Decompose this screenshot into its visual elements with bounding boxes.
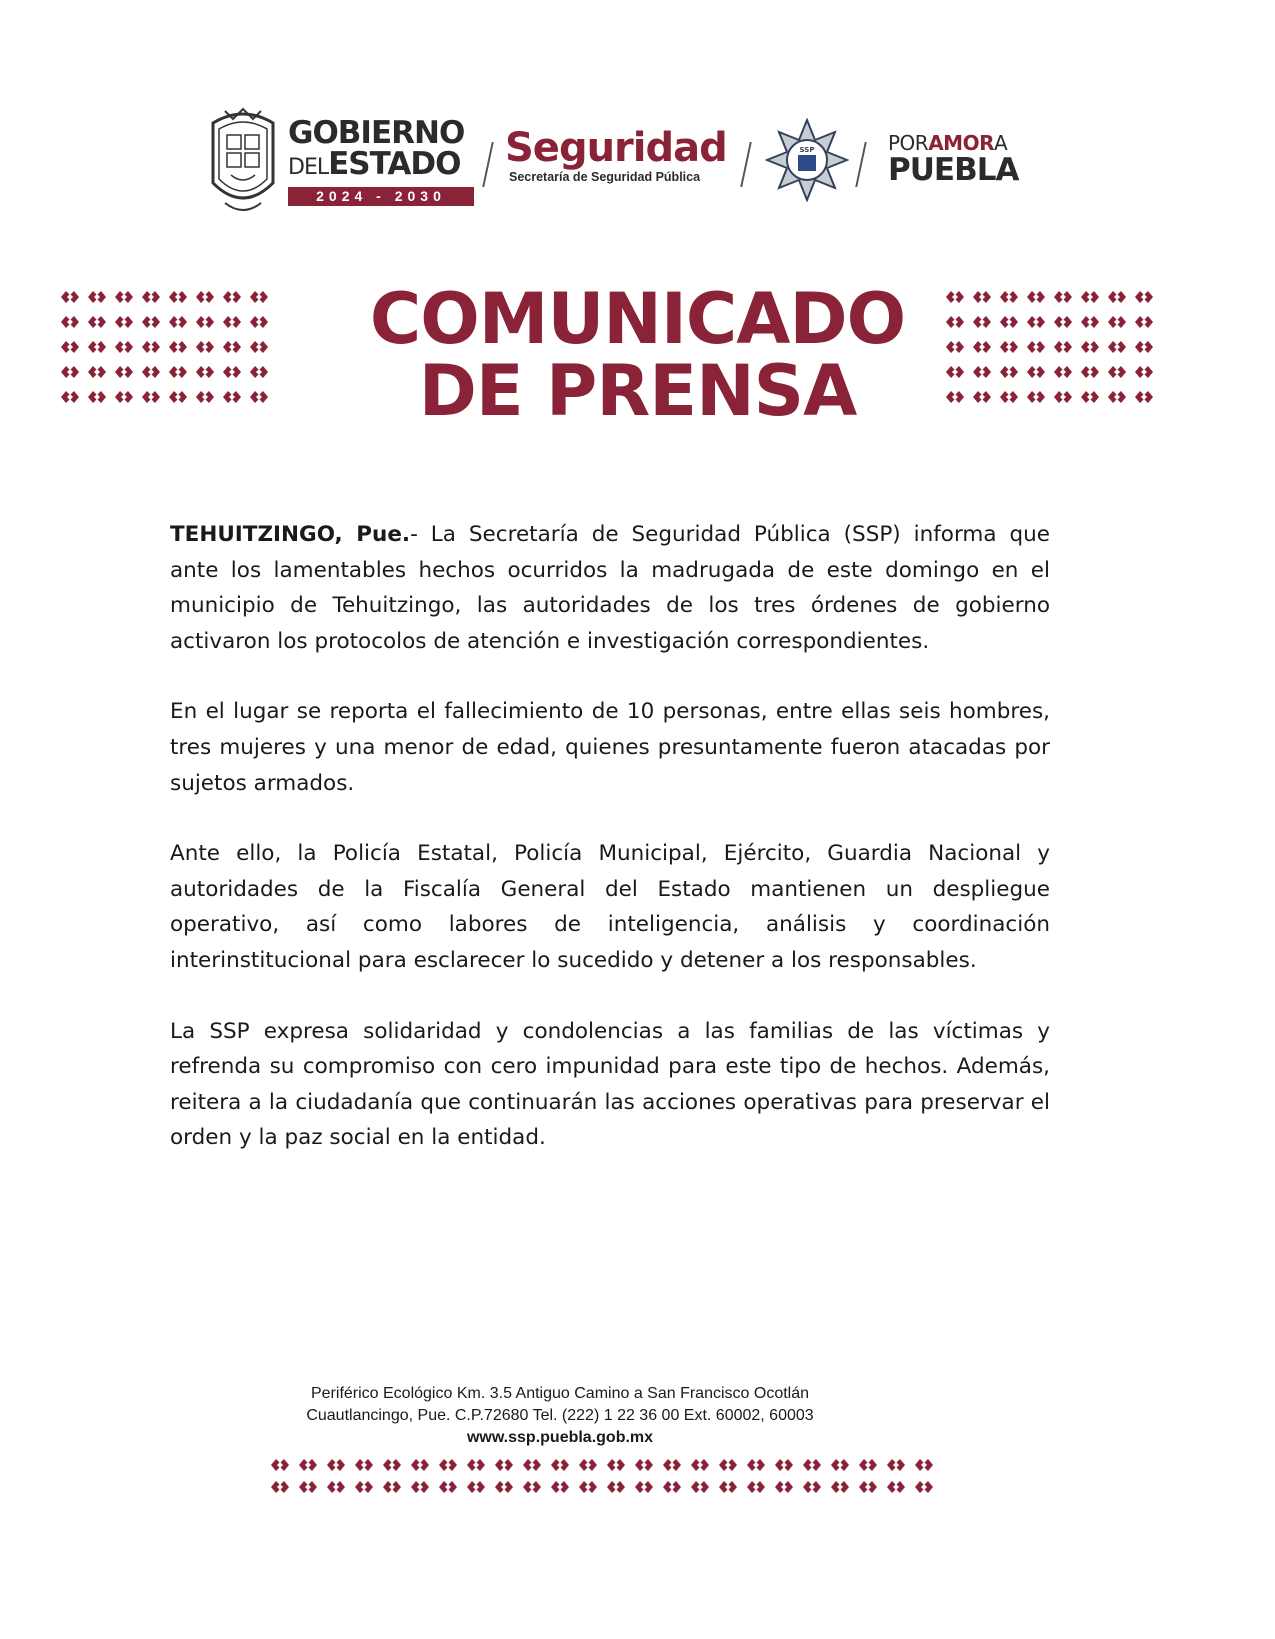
pattern-motif-icon <box>249 315 269 329</box>
footer <box>260 1383 860 1449</box>
pattern-motif-icon <box>1080 315 1100 329</box>
footer-website-link[interactable]: www.ssp.puebla.gob.mx <box>466 1429 654 1446</box>
pattern-motif-icon <box>249 340 269 354</box>
state-coat-of-arms-icon <box>205 105 281 217</box>
pattern-motif-icon <box>1026 290 1046 304</box>
pattern-motif-icon <box>1026 315 1046 329</box>
pattern-motif-icon <box>168 365 188 379</box>
pattern-motif-icon <box>60 290 80 304</box>
pattern-motif-icon <box>746 1458 766 1472</box>
pattern-motif-icon <box>606 1458 626 1472</box>
pattern-motif-icon <box>222 390 242 404</box>
pattern-motif-icon <box>168 340 188 354</box>
pattern-motif-icon <box>195 290 215 304</box>
pattern-motif-icon <box>999 340 1019 354</box>
pattern-motif-icon <box>999 290 1019 304</box>
pattern-motif-icon <box>1134 390 1154 404</box>
pattern-motif-icon <box>972 340 992 354</box>
pattern-motif-icon <box>438 1458 458 1472</box>
amor-text: AMOR <box>928 131 994 155</box>
pattern-motif-icon <box>886 1458 906 1472</box>
pattern-motif-icon <box>1107 340 1127 354</box>
pattern-motif-icon <box>1107 290 1127 304</box>
ssp-star-badge-icon <box>765 118 849 202</box>
pattern-motif-icon <box>114 290 134 304</box>
gobierno-text: GOBIERNO <box>288 115 465 151</box>
pattern-motif-icon <box>195 340 215 354</box>
footer-address-line-1: Periférico Ecológico Km. 3.5 Antiguo Camino a San Francisco Ocotlán <box>310 1385 810 1402</box>
por-text: POR <box>888 131 929 155</box>
pattern-motif-icon <box>1080 390 1100 404</box>
gobierno-del-estado-logo <box>288 115 478 206</box>
seguridad-logo <box>505 126 745 184</box>
pattern-motif-icon <box>87 315 107 329</box>
pattern-motif-icon <box>522 1458 542 1472</box>
paragraph-1-text: - La Secretaría de Seguridad Pública (SSP) informa que ante los lamentables hechos ocurridos la madrugada de este domingo en el municipio de Tehuitzingo, las autoridades de los tres órdenes de gobierno activaron los protocolos de atención e investigación correspondientes. <box>170 522 1050 654</box>
pattern-motif-icon <box>1026 365 1046 379</box>
pattern-motif-icon <box>60 390 80 404</box>
pattern-motif-icon <box>354 1480 374 1494</box>
logo-separator <box>855 142 867 187</box>
pattern-motif-icon <box>438 1480 458 1494</box>
pattern-motif-icon <box>249 390 269 404</box>
pattern-motif-icon <box>60 365 80 379</box>
pattern-motif-icon <box>858 1480 878 1494</box>
pattern-motif-icon <box>141 315 161 329</box>
pattern-motif-icon <box>1080 365 1100 379</box>
pattern-motif-icon <box>298 1458 318 1472</box>
badge-text: SSP <box>799 146 815 154</box>
pattern-motif-icon <box>1134 290 1154 304</box>
pattern-motif-icon <box>1134 340 1154 354</box>
pattern-motif-icon <box>1026 390 1046 404</box>
pattern-motif-icon <box>494 1480 514 1494</box>
pattern-motif-icon <box>1107 315 1127 329</box>
header-logos <box>205 100 1075 225</box>
page-title <box>300 278 975 432</box>
pattern-motif-icon <box>1107 390 1127 404</box>
pattern-motif-icon <box>141 340 161 354</box>
pattern-motif-icon <box>270 1458 290 1472</box>
pattern-motif-icon <box>60 315 80 329</box>
pattern-motif-icon <box>1053 340 1073 354</box>
logo-separator <box>482 142 494 187</box>
pattern-motif-icon <box>914 1480 934 1494</box>
pattern-motif-icon <box>87 365 107 379</box>
pattern-motif-icon <box>1134 365 1154 379</box>
pattern-motif-icon <box>718 1458 738 1472</box>
pattern-motif-icon <box>578 1480 598 1494</box>
pattern-motif-icon <box>972 315 992 329</box>
pattern-motif-icon <box>382 1480 402 1494</box>
pattern-motif-icon <box>222 340 242 354</box>
pattern-motif-icon <box>1080 340 1100 354</box>
seguridad-subtitle: Secretaría de Seguridad Pública <box>509 170 701 184</box>
pattern-motif-icon <box>690 1480 710 1494</box>
pattern-motif-icon <box>494 1458 514 1472</box>
pattern-motif-icon <box>195 390 215 404</box>
pattern-motif-icon <box>972 365 992 379</box>
press-release-body <box>170 517 1050 1191</box>
pattern-motif-icon <box>141 290 161 304</box>
a-text: A <box>994 131 1008 155</box>
pattern-motif-icon <box>354 1458 374 1472</box>
pattern-motif-icon <box>802 1480 822 1494</box>
title-line-2: DE PRENSA <box>418 350 857 432</box>
pattern-motif-icon <box>168 390 188 404</box>
por-amor-a-text <box>888 132 1078 154</box>
pattern-motif-icon <box>222 365 242 379</box>
dateline: TEHUITZINGO, Pue. <box>170 522 411 547</box>
pattern-motif-icon <box>578 1458 598 1472</box>
decorative-pattern-footer <box>270 1458 942 1502</box>
paragraph-1 <box>170 517 1050 659</box>
pattern-motif-icon <box>1053 365 1073 379</box>
footer-address-line-2: Cuautlancingo, Pue. C.P.72680 Tel. (222) 1 22 36 00 Ext. 60002, 60003 <box>306 1407 814 1424</box>
pattern-motif-icon <box>87 390 107 404</box>
pattern-motif-icon <box>1053 315 1073 329</box>
pattern-motif-icon <box>410 1458 430 1472</box>
pattern-motif-icon <box>774 1458 794 1472</box>
pattern-motif-icon <box>114 340 134 354</box>
paragraph-3: Ante ello, la Policía Estatal, Policía Municipal, Ejército, Guardia Nacional y autoridades de la Fiscalía General del Estado mantienen un despliegue operativo, así como labores de inteligencia, análisis y coordinación interinstitucional para esclarecer lo sucedido y detener a los responsables. <box>170 841 1050 973</box>
del-text: DEL <box>288 155 329 180</box>
pattern-motif-icon <box>410 1480 430 1494</box>
pattern-motif-icon <box>60 340 80 354</box>
pattern-motif-icon <box>1134 315 1154 329</box>
pattern-motif-icon <box>1026 340 1046 354</box>
pattern-motif-icon <box>858 1458 878 1472</box>
pattern-motif-icon <box>195 315 215 329</box>
pattern-motif-icon <box>886 1480 906 1494</box>
pattern-motif-icon <box>718 1480 738 1494</box>
pattern-motif-icon <box>249 290 269 304</box>
pattern-motif-icon <box>1107 365 1127 379</box>
pattern-motif-icon <box>141 365 161 379</box>
pattern-motif-icon <box>141 390 161 404</box>
pattern-motif-icon <box>1080 290 1100 304</box>
pattern-motif-icon <box>830 1480 850 1494</box>
pattern-motif-icon <box>774 1480 794 1494</box>
pattern-motif-icon <box>522 1480 542 1494</box>
decorative-pattern-right <box>945 290 1161 415</box>
por-amor-a-puebla-logo <box>888 132 1078 186</box>
pattern-motif-icon <box>634 1480 654 1494</box>
pattern-motif-icon <box>662 1458 682 1472</box>
pattern-motif-icon <box>222 290 242 304</box>
pattern-motif-icon <box>249 365 269 379</box>
seguridad-title: Seguridad <box>505 125 727 171</box>
pattern-motif-icon <box>606 1480 626 1494</box>
pattern-motif-icon <box>972 390 992 404</box>
pattern-motif-icon <box>1053 390 1073 404</box>
pattern-motif-icon <box>114 315 134 329</box>
pattern-motif-icon <box>222 315 242 329</box>
pattern-motif-icon <box>662 1480 682 1494</box>
pattern-motif-icon <box>466 1480 486 1494</box>
pattern-motif-icon <box>550 1458 570 1472</box>
del-estado-text <box>288 146 478 183</box>
decorative-pattern-left <box>60 290 276 415</box>
pattern-motif-icon <box>999 315 1019 329</box>
pattern-motif-icon <box>382 1458 402 1472</box>
pattern-motif-icon <box>830 1458 850 1472</box>
pattern-motif-icon <box>326 1458 346 1472</box>
pattern-motif-icon <box>326 1480 346 1494</box>
pattern-motif-icon <box>972 290 992 304</box>
puebla-text: PUEBLA <box>888 152 1019 188</box>
pattern-motif-icon <box>298 1480 318 1494</box>
pattern-motif-icon <box>466 1458 486 1472</box>
pattern-motif-icon <box>195 365 215 379</box>
pattern-motif-icon <box>87 340 107 354</box>
pattern-motif-icon <box>114 390 134 404</box>
pattern-motif-icon <box>690 1458 710 1472</box>
pattern-motif-icon <box>87 290 107 304</box>
pattern-motif-icon <box>802 1458 822 1472</box>
pattern-motif-icon <box>914 1458 934 1472</box>
gobierno-years-badge: 2024 - 2030 <box>288 187 474 206</box>
pattern-motif-icon <box>550 1480 570 1494</box>
pattern-motif-icon <box>168 315 188 329</box>
paragraph-4: La SSP expresa solidaridad y condolencias a las familias de las víctimas y refrenda su compromiso con cero impunidad para este tipo de hechos. Además, reitera a la ciudadanía que continuarán las acciones operativas para preservar el orden y la paz social en la entidad. <box>170 1018 1050 1151</box>
pattern-motif-icon <box>168 290 188 304</box>
pattern-motif-icon <box>634 1458 654 1472</box>
title-line-1: COMUNICADO <box>369 278 906 360</box>
pattern-motif-icon <box>270 1480 290 1494</box>
pattern-motif-icon <box>1053 290 1073 304</box>
estado-text: ESTADO <box>328 146 461 182</box>
paragraph-2: En el lugar se reporta el fallecimiento de 10 personas, entre ellas seis hombres, tres mujeres y una menor de edad, quienes presuntamente fueron atacadas por sujetos armados. <box>170 699 1050 796</box>
pattern-motif-icon <box>114 365 134 379</box>
pattern-motif-icon <box>999 390 1019 404</box>
pattern-motif-icon <box>746 1480 766 1494</box>
pattern-motif-icon <box>999 365 1019 379</box>
